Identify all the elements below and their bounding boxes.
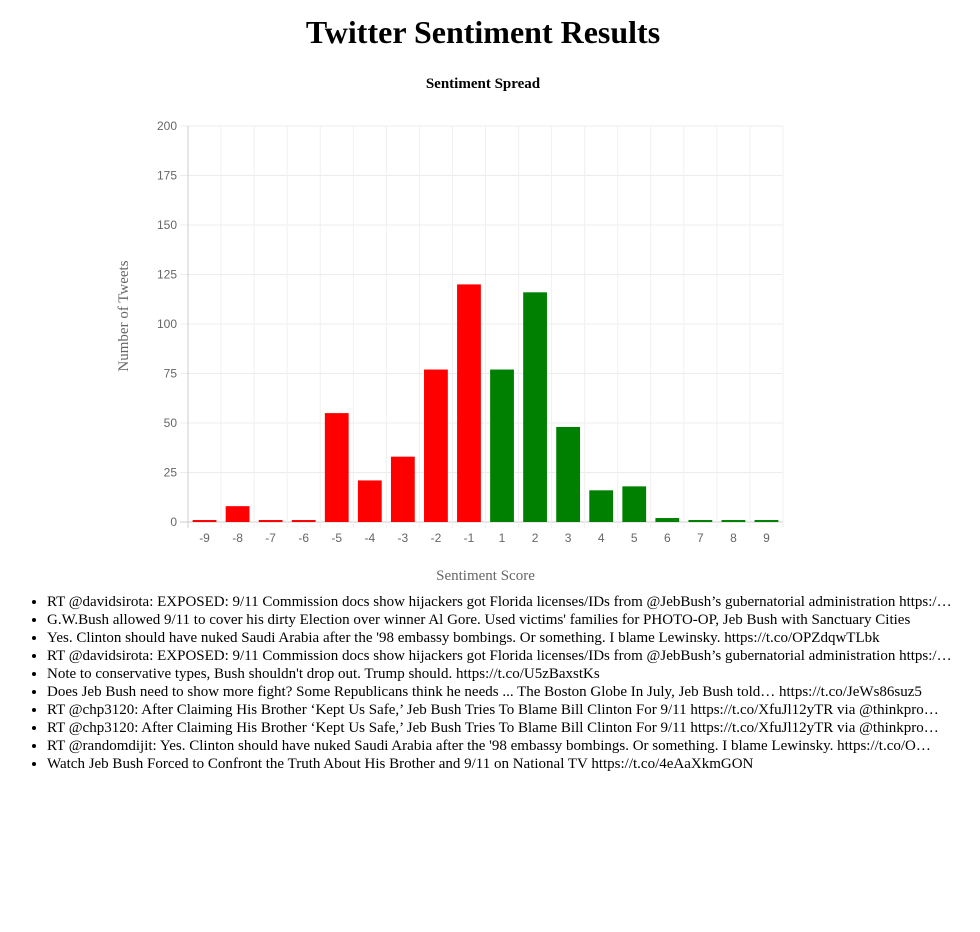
bar--3 — [391, 457, 415, 522]
x-tick-label: -8 — [232, 531, 243, 545]
grid-lines — [180, 126, 783, 528]
tweet-item: • RT @davidsirota: EXPOSED: 9/11 Commission docs show hijackers got Florida licenses/IDs from @JebBush’s gubernatorial administration https:/… — [47, 593, 962, 611]
y-tick-label: 200 — [156, 119, 177, 133]
y-tick-label: 50 — [163, 416, 177, 430]
y-axis-title: Number of Tweets — [116, 260, 132, 372]
bar-3 — [556, 427, 580, 522]
bar-8 — [722, 520, 746, 522]
chart-svg — [0, 60, 980, 590]
tweet-item: • RT @chp3120: After Claiming His Brother ‘Kept Us Safe,’ Jeb Bush Tries To Blame Bill Clinton For 9/11 https://t.co/XfuJl12yTR via @thinkpro… — [47, 719, 962, 737]
bar-7 — [688, 520, 712, 522]
x-tick-label: 3 — [564, 531, 572, 545]
y-tick-label: 175 — [156, 168, 177, 183]
bar--8 — [226, 506, 250, 522]
x-tick-label: 1 — [498, 531, 506, 545]
tweet-item: • RT @randomdijit: Yes. Clinton should have nuked Saudi Arabia after the '98 embassy bombings. Or something. I blame Lewinsky. https://t.co/O… — [47, 737, 962, 755]
y-tick-label: 0 — [170, 515, 177, 529]
y-tick-label: 75 — [163, 366, 177, 381]
bar-6 — [655, 518, 679, 522]
x-tick-label: -7 — [265, 531, 276, 545]
y-tick-label: 25 — [163, 465, 177, 480]
bar--7 — [259, 520, 283, 522]
sentiment-chart — [0, 60, 980, 590]
bar-5 — [622, 486, 646, 522]
x-tick-label: 7 — [697, 531, 704, 545]
page-title: Twitter Sentiment Results — [305, 14, 661, 50]
x-tick-label: -3 — [397, 531, 409, 545]
bar--1 — [457, 284, 481, 522]
tweet-list — [0, 593, 962, 773]
tweet-item: • Note to conservative types, Bush shouldn't drop out. Trump should. https://t.co/U5zBaxstKs — [47, 665, 962, 683]
x-tick-label: 9 — [763, 531, 770, 545]
x-tick-label: -5 — [331, 531, 343, 545]
x-tick-label: 2 — [531, 531, 539, 545]
bar-4 — [589, 490, 613, 522]
chart-title: Sentiment Spread — [425, 76, 541, 92]
x-tick-label: -9 — [199, 531, 210, 545]
bar--9 — [193, 520, 217, 522]
bar--5 — [325, 413, 349, 522]
y-tick-label: 100 — [156, 317, 177, 331]
y-tick-label: 150 — [156, 218, 177, 232]
bar-9 — [755, 520, 779, 522]
bar--4 — [358, 480, 382, 522]
x-tick-label: 4 — [597, 531, 605, 545]
x-tick-label: 6 — [663, 531, 671, 545]
tweet-item: • G.W.Bush allowed 9/11 to cover his dirty Election over winner Al Gore. Used victims' families for PHOTO-OP, Jeb Bush with Sanctuary Cities — [47, 611, 962, 629]
x-tick-label: -1 — [463, 531, 475, 545]
tweet-item: • RT @davidsirota: EXPOSED: 9/11 Commission docs show hijackers got Florida licenses/IDs from @JebBush’s gubernatorial administration https:/… — [47, 647, 962, 665]
tweet-item: • Yes. Clinton should have nuked Saudi Arabia after the '98 embassy bombings. Or something. I blame Lewinsky. https://t.co/OPZdqwTLbk — [47, 629, 962, 647]
bar-2 — [523, 292, 547, 522]
x-tick-label: -6 — [298, 531, 310, 545]
tweet-item: • Does Jeb Bush need to show more fight? Some Republicans think he needs ... The Boston Globe In July, Jeb Bush told… https://t.co/JeWs86suz5 — [47, 683, 962, 701]
x-tick-label: -4 — [364, 531, 376, 545]
bar--6 — [292, 520, 316, 522]
bar-1 — [490, 370, 514, 522]
x-tick-label: 5 — [630, 531, 638, 545]
y-tick-label: 125 — [156, 267, 177, 282]
tweet-item: • RT @chp3120: After Claiming His Brother ‘Kept Us Safe,’ Jeb Bush Tries To Blame Bill Clinton For 9/11 https://t.co/XfuJl12yTR via @thinkpro… — [47, 701, 962, 719]
x-tick-label: -2 — [430, 531, 442, 545]
x-axis-title: Sentiment Score — [436, 568, 535, 584]
tweet-item: • Watch Jeb Bush Forced to Confront the Truth About His Brother and 9/11 on National TV https://t.co/4eAaXkmGON — [47, 755, 962, 773]
bar--2 — [424, 370, 448, 522]
x-tick-label: 8 — [730, 531, 737, 545]
